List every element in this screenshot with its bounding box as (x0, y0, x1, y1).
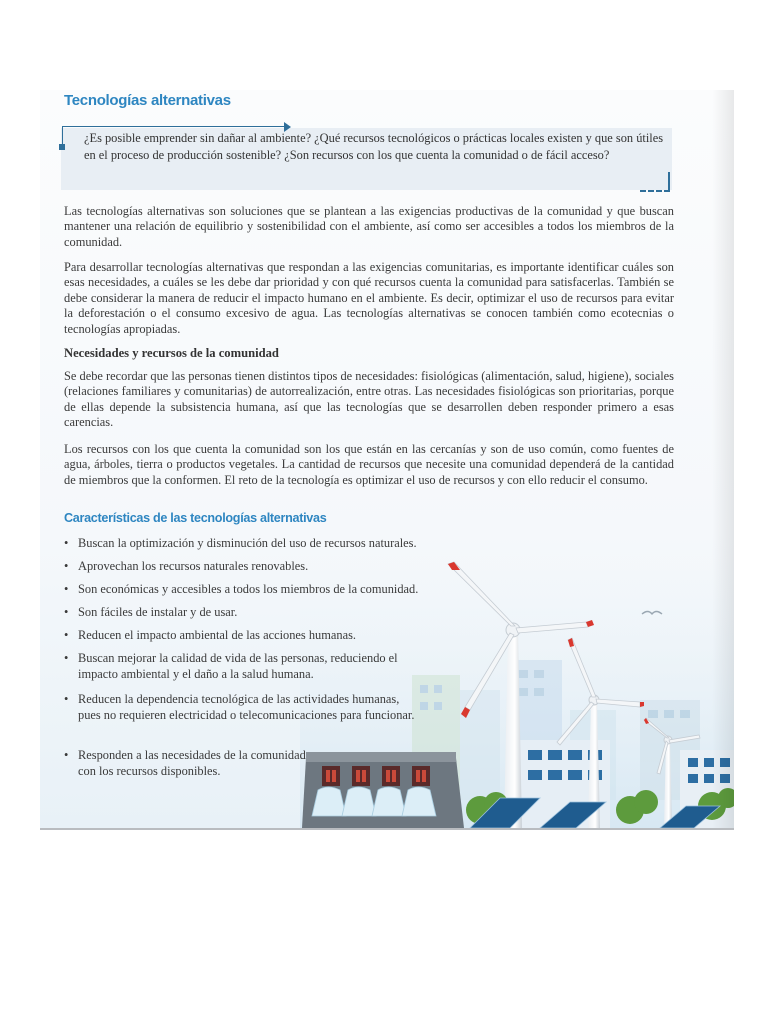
document-page (40, 90, 734, 830)
bracket-bottom (640, 190, 670, 192)
page-edge-shadow (712, 90, 734, 828)
page-title: Tecnologías alternativas (64, 92, 231, 109)
list-item (64, 651, 423, 682)
list-item-text: Aprovechan los recursos naturales renovables. (78, 559, 309, 573)
section-heading-needs: Necesidades y recursos de la comunidad (64, 346, 279, 360)
list-item-text: Reducen el impacto ambiental de las acciones humanas. (78, 628, 356, 642)
list-item-text: Buscan mejorar la calidad de vida de las personas, reduciendo el impacto ambiental y el daño a la salud humana. (78, 651, 398, 681)
bullet: • (64, 582, 69, 596)
paragraph-needs: Se debe recordar que las personas tienen distintos tipos de necesidades: fisiológicas (alimentación, salud, higiene), sociales (relaciones familiares y comunitarias) de autorrealización, entre otras. Las necesidades fisiológicas son prioritarias, porque de ellas depende la subsistencia humana, así que las tecnologías que se desarrollen deben responder primero a esas carencias. (64, 369, 674, 430)
bullet: • (64, 536, 69, 550)
list-item (64, 605, 478, 621)
bullet: • (64, 605, 69, 619)
list-item (64, 628, 478, 644)
hydro-dam (302, 752, 464, 828)
list-item (64, 559, 478, 575)
list-item (64, 692, 418, 723)
paragraph-intro: Las tecnologías alternativas son soluciones que se plantean a las exigencias productivas de la comunidad y que buscan mantener una relación de equilibrio y sostenibilidad con el ambiente, así como ser accesibles a todos los miembros de la comunidad. (64, 204, 674, 249)
opening-questions: ¿Es posible emprender sin dañar al ambiente? ¿Qué recursos tecnológicos o prácticas locales existen y que son útiles en el proceso de producción sostenible? ¿Son recursos con los que cuenta la comunidad o de fácil acceso? (84, 131, 664, 162)
bullet: • (64, 628, 69, 642)
list-item-text: Responden a las necesidades de la comunidad con los recursos disponibles. (78, 748, 306, 778)
list-item (64, 536, 478, 552)
bracket-dot (59, 144, 65, 150)
list-item-text: Buscan la optimización y disminución del uso de recursos naturales. (78, 536, 417, 550)
paragraph-development: Para desarrollar tecnologías alternativas que respondan a las exigencias comunitarias, es importante identificar cuáles son esas necesidades, a cuáles se les debe dar prioridad y con qué recursos cuenta la comunidad para satisfacerlas. También se debe considerar la manera de reducir el impacto humano en el ambiente. Es decir, optimizar el uso de recursos para evitar la deforestación o el consumo excesivo de agua. Las tecnologías alternativas se conocen también como ecotecnias o tecnologías apropiadas. (64, 260, 674, 336)
bracket-right (668, 172, 670, 192)
list-item (64, 582, 478, 598)
section-heading-features: Características de las tecnologías alternativas (64, 511, 327, 525)
bullet: • (64, 692, 69, 706)
list-item-text: Son económicas y accesibles a todos los miembros de la comunidad. (78, 582, 419, 596)
list-item-text: Reducen la dependencia tecnológica de las actividades humanas, pues no requieren electricidad o telecomunicaciones para funcionar. (78, 692, 415, 722)
list-item-text: Son fáciles de instalar y de usar. (78, 605, 238, 619)
bullet: • (64, 651, 69, 665)
bullet: • (64, 748, 69, 762)
paragraph-resources: Los recursos con los que cuenta la comunidad son los que están en las cercanías y son de uso común, como fuentes de agua, árboles, tierra o productos vegetales. La cantidad de recursos que necesite una comunidad dependerá de la cantidad de miembros que la conformen. El reto de la tecnología es optimizar el uso de recursos y con ello reducir el consumo. (64, 442, 674, 487)
list-item (64, 748, 313, 779)
arrow-line (62, 126, 287, 127)
bullet: • (64, 559, 69, 573)
